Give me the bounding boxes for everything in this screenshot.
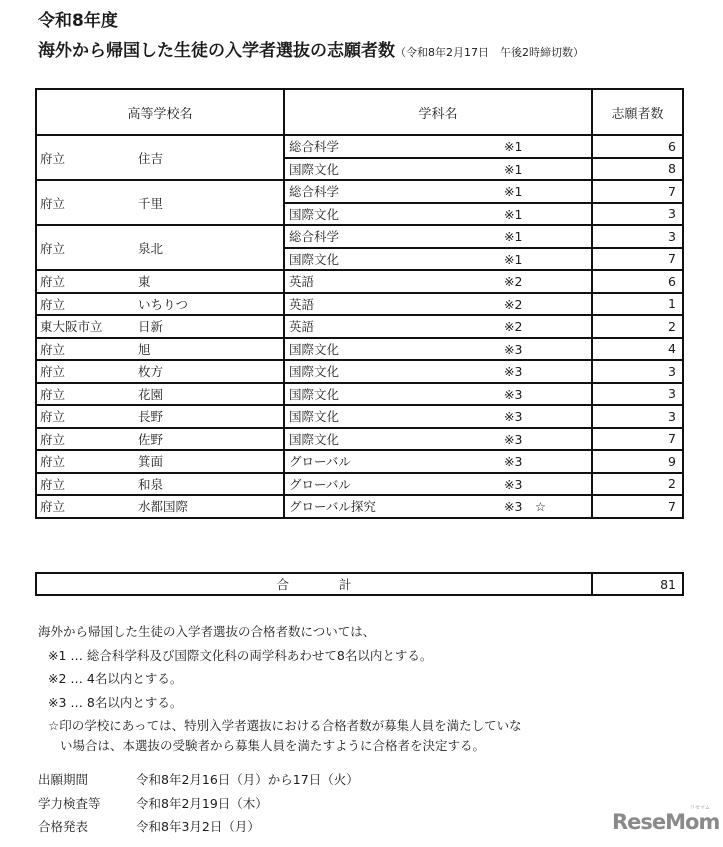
- school-prefecture: 府立: [40, 364, 66, 380]
- department-cell: [284, 473, 592, 496]
- document-year: 令和8年度: [38, 11, 118, 31]
- school-prefecture: 府立: [40, 195, 66, 211]
- note-2: ※2 … 4名以内とする。: [48, 671, 183, 686]
- department-name: 国際文化: [289, 251, 340, 267]
- school-name: 花園: [138, 386, 164, 402]
- note-star-line-1: ☆印の学校にあっては、特別入学者選抜における合格者数が募集人員を満たしていな: [48, 718, 522, 733]
- school-name: 泉北: [138, 240, 164, 256]
- department-cell: [284, 495, 592, 518]
- department-name: 国際文化: [289, 409, 340, 425]
- department-name: 国際文化: [289, 341, 340, 357]
- table-row: [36, 450, 683, 473]
- department-note-mark: ※1: [504, 184, 523, 200]
- school-name-cell: [36, 180, 284, 225]
- notes-section: [38, 620, 522, 757]
- department-note-mark: ※3: [504, 476, 523, 492]
- department-name: 英語: [289, 296, 315, 312]
- total-row: [36, 573, 683, 595]
- applicant-count: 6: [592, 270, 683, 293]
- table-row: [36, 428, 683, 451]
- school-name: 和泉: [138, 476, 164, 492]
- department-name: グローバル探究: [289, 499, 376, 515]
- applicant-count: 7: [592, 495, 683, 518]
- school-name-cell: [36, 338, 284, 361]
- department-name: 国際文化: [289, 386, 340, 402]
- department-name: グローバル: [289, 476, 351, 492]
- school-name: 枚方: [138, 364, 164, 380]
- department-note-mark: ※3: [504, 454, 523, 470]
- school-name-cell: [36, 270, 284, 293]
- department-name: 国際文化: [289, 364, 340, 380]
- applicant-count: 6: [592, 135, 683, 158]
- school-prefecture: 府立: [40, 341, 66, 357]
- department-cell: [284, 248, 592, 271]
- department-note-mark: ※2: [504, 319, 523, 335]
- school-name-cell: [36, 428, 284, 451]
- department-note-mark: ※1: [504, 251, 523, 267]
- column-header-applicants: 志願者数: [592, 89, 683, 135]
- applicant-count: 3: [592, 360, 683, 383]
- table-row: [36, 473, 683, 496]
- department-name: 総合科学: [289, 184, 340, 200]
- school-name: 日新: [138, 319, 164, 335]
- department-cell: [284, 270, 592, 293]
- applicants-table: [35, 88, 684, 519]
- department-note-mark: ※1: [504, 206, 523, 222]
- applicant-count: 7: [592, 180, 683, 203]
- school-name: 旭: [138, 341, 151, 357]
- column-header-department: 学科名: [284, 89, 592, 135]
- school-name-cell: [36, 405, 284, 428]
- schedule-row-application: 出願期間 令和8年2月16日（月）から17日（火）: [38, 772, 359, 787]
- table-row: [36, 338, 683, 361]
- department-note-mark: ※2: [504, 274, 523, 290]
- department-note-mark: ※3: [504, 364, 523, 380]
- applicant-count: 7: [592, 248, 683, 271]
- school-prefecture: 東大阪市立: [40, 319, 103, 335]
- table-row: [36, 180, 683, 203]
- department-note-mark: ※3: [504, 431, 523, 447]
- department-cell: [284, 225, 592, 248]
- department-name: グローバル: [289, 454, 351, 470]
- applicant-count: 3: [592, 405, 683, 428]
- note-star-line-2: い場合は、本選抜の受験者から募集人員を満たすように合格者を決定する。: [60, 737, 486, 753]
- total-value: 81: [592, 573, 683, 595]
- applicant-count: 2: [592, 315, 683, 338]
- school-prefecture: 府立: [40, 499, 66, 515]
- applicant-count: 3: [592, 225, 683, 248]
- department-cell: [284, 315, 592, 338]
- applicant-count: 1: [592, 293, 683, 316]
- school-name: 箕面: [138, 454, 164, 470]
- department-note-mark: ※2: [504, 296, 523, 312]
- school-name: 佐野: [138, 431, 164, 447]
- school-prefecture: 府立: [40, 296, 66, 312]
- total-table: [35, 572, 684, 596]
- school-name: 住吉: [138, 150, 164, 166]
- school-name: 長野: [138, 409, 164, 425]
- schedule-row-announcement: 合格発表 令和8年3月2日（月）: [38, 819, 260, 834]
- department-name: 総合科学: [289, 139, 340, 155]
- table-row: [36, 405, 683, 428]
- table-row: [36, 315, 683, 338]
- note-3: ※3 … 8名以内とする。: [48, 694, 183, 710]
- school-prefecture: 府立: [40, 431, 66, 447]
- department-cell: [284, 180, 592, 203]
- school-name-cell: [36, 315, 284, 338]
- school-name: いちりつ: [138, 296, 189, 312]
- department-name: 総合科学: [289, 229, 340, 245]
- applicant-count: 9: [592, 450, 683, 473]
- applicant-count: 4: [592, 338, 683, 361]
- department-name: 英語: [289, 274, 315, 290]
- notes-intro: 海外から帰国した生徒の入学者選抜の合格者数については、: [38, 624, 376, 639]
- school-name: 千里: [138, 195, 164, 211]
- department-cell: [284, 203, 592, 226]
- table-row: [36, 360, 683, 383]
- department-cell: [284, 383, 592, 406]
- department-note-mark: ※3 ☆: [504, 499, 547, 515]
- note-1: ※1 … 総合科学科及び国際文化科の両学科あわせて8名以内とする。: [48, 647, 433, 663]
- department-cell: [284, 360, 592, 383]
- applicant-count: 3: [592, 203, 683, 226]
- table-row: [36, 293, 683, 316]
- department-note-mark: ※3: [504, 386, 523, 402]
- table-row: [36, 135, 683, 158]
- school-name-cell: [36, 450, 284, 473]
- school-name-cell: [36, 135, 284, 180]
- department-note-mark: ※3: [504, 409, 523, 425]
- applicant-count: 8: [592, 158, 683, 181]
- department-cell: [284, 450, 592, 473]
- school-prefecture: 府立: [40, 386, 66, 402]
- school-name-cell: [36, 495, 284, 518]
- document-title: [38, 36, 584, 61]
- resemom-logo: ReseMom リセマム: [612, 805, 720, 834]
- table-row: [36, 495, 683, 518]
- school-prefecture: 府立: [40, 240, 66, 256]
- total-label: 合 計: [36, 573, 592, 595]
- school-prefecture: 府立: [40, 409, 66, 425]
- school-prefecture: 府立: [40, 454, 66, 470]
- department-cell: [284, 135, 592, 158]
- department-name: 国際文化: [289, 431, 340, 447]
- table-row: [36, 225, 683, 248]
- department-note-mark: ※1: [504, 139, 523, 155]
- department-cell: [284, 338, 592, 361]
- applicant-count: 3: [592, 383, 683, 406]
- department-cell: [284, 158, 592, 181]
- schedule-row-exam: 学力検査等 令和8年2月19日（木）: [38, 795, 268, 811]
- column-header-school: 高等学校名: [36, 89, 284, 135]
- table-row: [36, 383, 683, 406]
- department-name: 英語: [289, 319, 315, 335]
- school-prefecture: 府立: [40, 476, 66, 492]
- department-name: 国際文化: [289, 206, 340, 222]
- school-name-cell: [36, 225, 284, 270]
- school-prefecture: 府立: [40, 274, 66, 290]
- department-cell: [284, 405, 592, 428]
- department-note-mark: ※3: [504, 341, 523, 357]
- applicant-count: 7: [592, 428, 683, 451]
- table-row: [36, 270, 683, 293]
- school-name-cell: [36, 293, 284, 316]
- school-name-cell: [36, 360, 284, 383]
- department-cell: [284, 293, 592, 316]
- schedule-section: [38, 768, 359, 839]
- applicant-count: 2: [592, 473, 683, 496]
- school-name-cell: [36, 473, 284, 496]
- school-prefecture: 府立: [40, 150, 66, 166]
- title-subtitle: （令和8年2月17日 午後2時締切数）: [395, 46, 584, 59]
- department-cell: [284, 428, 592, 451]
- department-note-mark: ※1: [504, 229, 523, 245]
- department-note-mark: ※1: [504, 161, 523, 177]
- school-name-cell: [36, 383, 284, 406]
- title-main: 海外から帰国した生徒の入学者選抜の志願者数: [38, 41, 395, 61]
- school-name: 水都国際: [138, 499, 189, 515]
- school-name: 東: [138, 274, 151, 290]
- department-name: 国際文化: [289, 161, 340, 177]
- table-header-row: [36, 89, 683, 135]
